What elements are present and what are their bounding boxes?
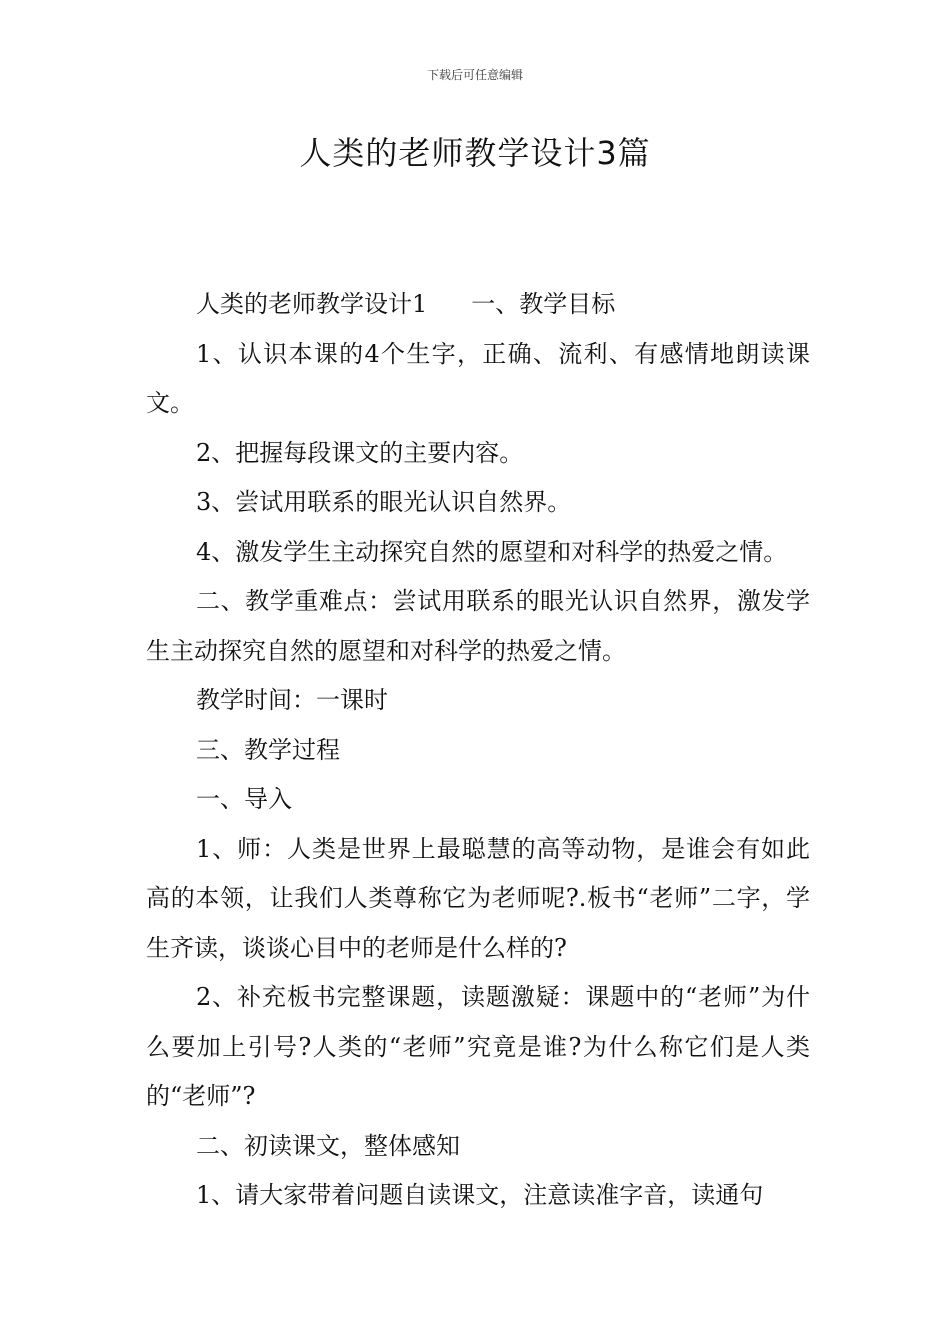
- paragraph-intro-step-1: 1、师：人类是世界上最聪慧的高等动物，是谁会有如此高的本领，让我们人类尊称它为老师呢?.板书“老师”二字，学生齐读，谈谈心目中的老师是什么样的?: [146, 834, 810, 962]
- paragraph-reading-step-1: 1、请大家带着问题自读课文，注意读准字音，读通句: [196, 1181, 764, 1209]
- paragraph-objective-3: 3、尝试用联系的眼光认识自然界。: [196, 488, 572, 516]
- paragraph-teaching-time: 教学时间：一课时: [196, 686, 388, 714]
- objectives-heading: 一、教学目标: [471, 290, 616, 318]
- paragraph-introduction: 一、导入: [196, 785, 292, 813]
- header-note: 下载后可任意编辑: [426, 68, 523, 82]
- document-title: 人类的老师教学设计3篇: [299, 134, 651, 172]
- paragraph-key-difficulties: 二、教学重难点：尝试用联系的眼光认识自然界，激发学生主动探究自然的愿望和对科学的热爱之情。: [146, 587, 810, 665]
- paragraph-first-reading: 二、初读课文，整体感知: [196, 1131, 460, 1160]
- paragraph-objective-2: 2、把握每段课文的主要内容。: [196, 438, 524, 467]
- paragraph-objective-1: 1、认识本课的4个生字，正确、流利、有感情地朗读课文。: [146, 339, 810, 417]
- paragraph-objective-4: 4、激发学生主动探究自然的愿望和对科学的热爱之情。: [196, 537, 788, 566]
- document-body: [146, 280, 810, 1221]
- paragraph-teaching-process: 三、教学过程: [196, 735, 340, 764]
- design-heading: 人类的老师教学设计1: [196, 290, 428, 318]
- paragraph-intro-step-2: 2、补充板书完整课题，读题激疑：课题中的“老师”为什么要加上引号?人类的“老师”究竟是谁?为什么称它们是人类的“老师”?: [146, 983, 810, 1110]
- section-heading-line: [146, 280, 810, 330]
